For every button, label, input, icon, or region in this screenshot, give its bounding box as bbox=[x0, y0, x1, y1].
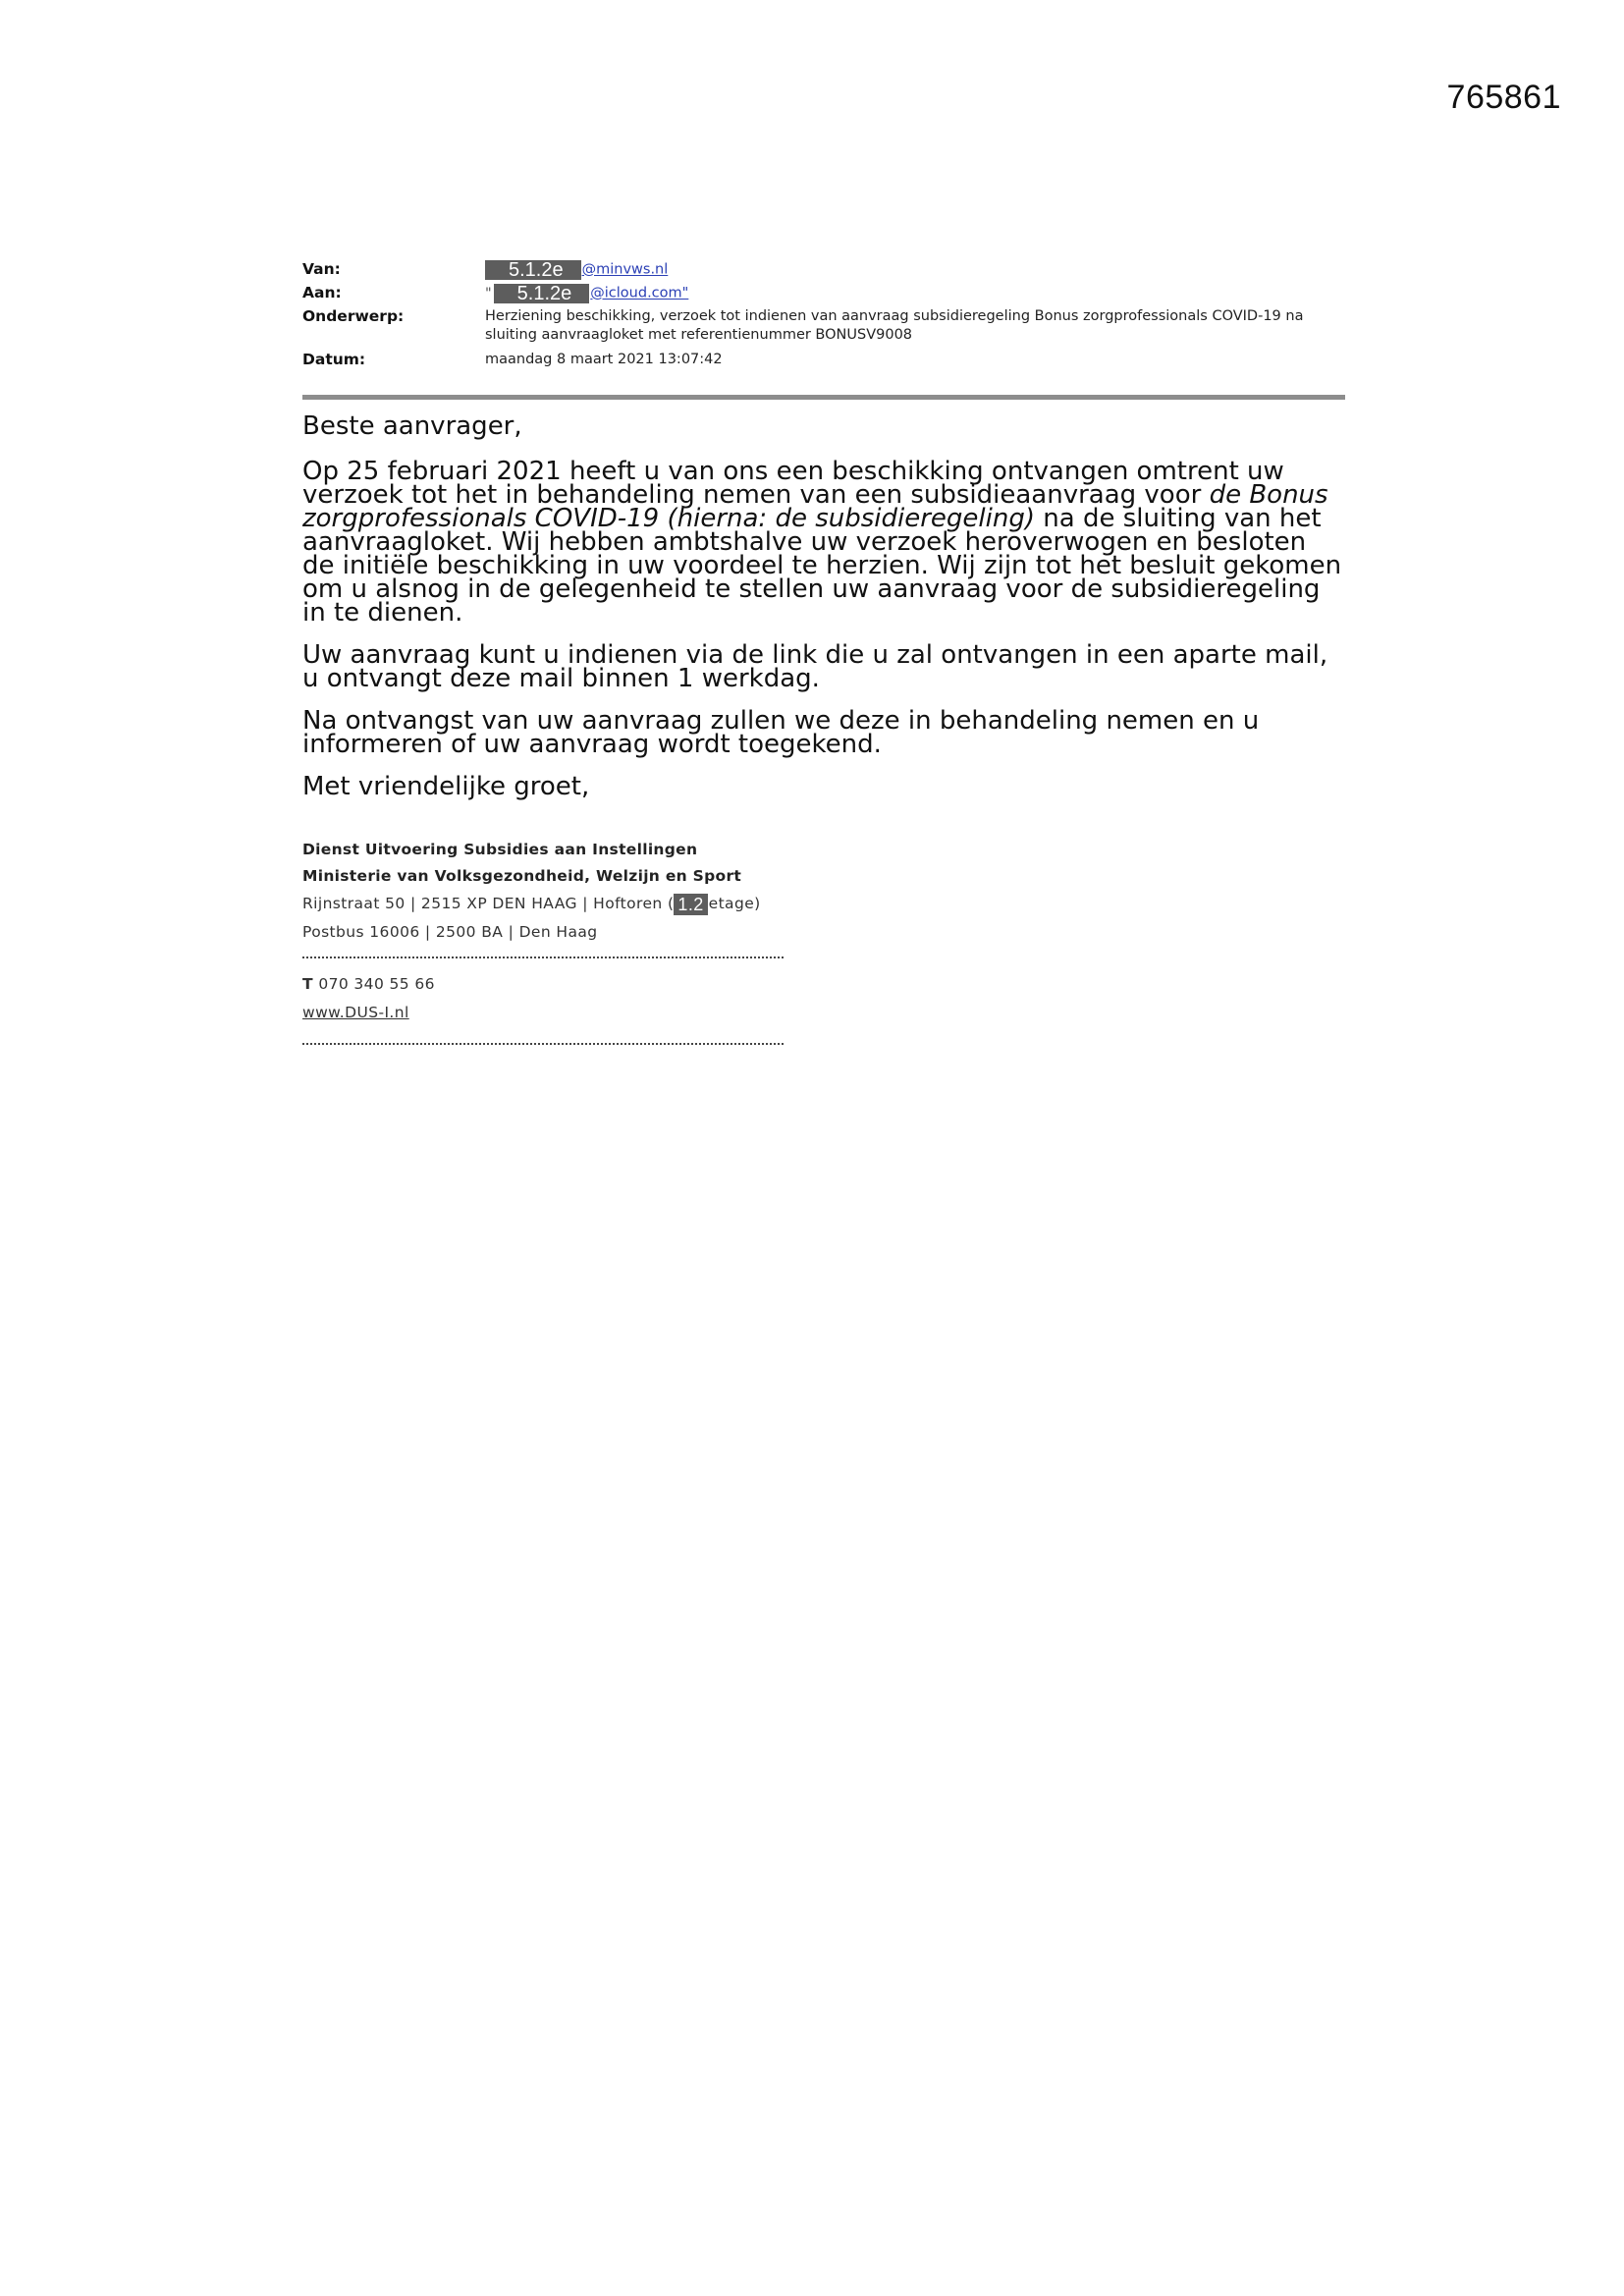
email-body bbox=[302, 411, 1343, 817]
header-divider bbox=[302, 395, 1345, 400]
to-quote: " bbox=[485, 285, 492, 301]
date-row bbox=[302, 351, 1343, 369]
address-start: Rijnstraat 50 | 2515 XP DEN HAAG | Hoftoren ( bbox=[302, 895, 675, 912]
phone-number: 070 340 55 66 bbox=[318, 975, 435, 993]
ministry-name: Ministerie van Volksgezondheid, Welzijn en Sport bbox=[302, 867, 742, 885]
dotted-divider bbox=[302, 1035, 784, 1045]
p1-italic-text: de Bonus zorgprofessionals COVID-19 (hierna: de subsidieregeling) bbox=[302, 480, 1328, 533]
from-email-link[interactable]: @minvws.nl bbox=[581, 261, 669, 278]
body-paragraph-2: Uw aanvraag kunt u indienen via de link die u zal ontvangen in een aparte mail, u ontvangt deze mail binnen 1 werkdag. bbox=[302, 640, 1328, 693]
website-line bbox=[302, 999, 813, 1027]
document-number: 765861 bbox=[1446, 79, 1561, 116]
email-header bbox=[302, 260, 1343, 373]
redaction-block: 1.2 bbox=[674, 894, 707, 915]
from-label: Van: bbox=[302, 260, 341, 278]
postbus-line: Postbus 16006 | 2500 BA | Den Haag bbox=[302, 923, 598, 941]
p1-text-end: na de sluiting van het aanvraagloket. Wij hebben ambtshalve uw verzoek heroverwogen en besloten de initiële beschikking in uw voordeel te herzien. Wij zijn tot het besluit gekomen om u alsnog in de gelegenheid te stellen uw aanvraag voor de subsidieregeling in te dienen. bbox=[302, 504, 1342, 628]
body-paragraph-1 bbox=[302, 457, 1343, 628]
subject-value: Herziening beschikking, verzoek tot indienen van aanvraag subsidieregeling Bonus zorgprofessionals COVID-19 na sluiting aanvraagloket met referentienummer BONUSV9008 bbox=[485, 308, 1304, 343]
subject-label: Onderwerp: bbox=[302, 307, 405, 325]
subject-row bbox=[302, 307, 1343, 345]
p1-text-start: Op 25 februari 2021 heeft u van ons een beschikking ontvangen omtrent uw verzoek tot het in behandeling nemen van een subsidieaanvraag voor bbox=[302, 457, 1284, 510]
body-paragraph-3: Na ontvangst van uw aanvraag zullen we deze in behandeling nemen en u informeren of uw aanvraag wordt toegekend. bbox=[302, 706, 1260, 759]
phone-label: T bbox=[302, 975, 313, 993]
redaction-block: 5.1.2e bbox=[485, 260, 581, 280]
to-email-link[interactable]: @icloud.com" bbox=[590, 285, 689, 301]
redaction-block: 5.1.2e bbox=[494, 284, 590, 303]
closing: Met vriendelijke groet, bbox=[302, 772, 590, 801]
to-row bbox=[302, 284, 1343, 303]
date-value: maandag 8 maart 2021 13:07:42 bbox=[485, 352, 723, 367]
from-row bbox=[302, 260, 1343, 280]
phone-line bbox=[302, 970, 813, 999]
to-value bbox=[485, 284, 1343, 303]
address-line bbox=[302, 890, 813, 918]
to-label: Aan: bbox=[302, 284, 342, 301]
signature-block bbox=[302, 837, 813, 1057]
website-link[interactable]: www.DUS-I.nl bbox=[302, 1004, 409, 1021]
org-name: Dienst Uitvoering Subsidies aan Instellingen bbox=[302, 841, 698, 858]
greeting: Beste aanvrager, bbox=[302, 411, 522, 441]
dotted-divider bbox=[302, 949, 784, 958]
address-end: etage) bbox=[708, 895, 761, 912]
from-value bbox=[485, 260, 1343, 280]
date-label: Datum: bbox=[302, 351, 366, 368]
